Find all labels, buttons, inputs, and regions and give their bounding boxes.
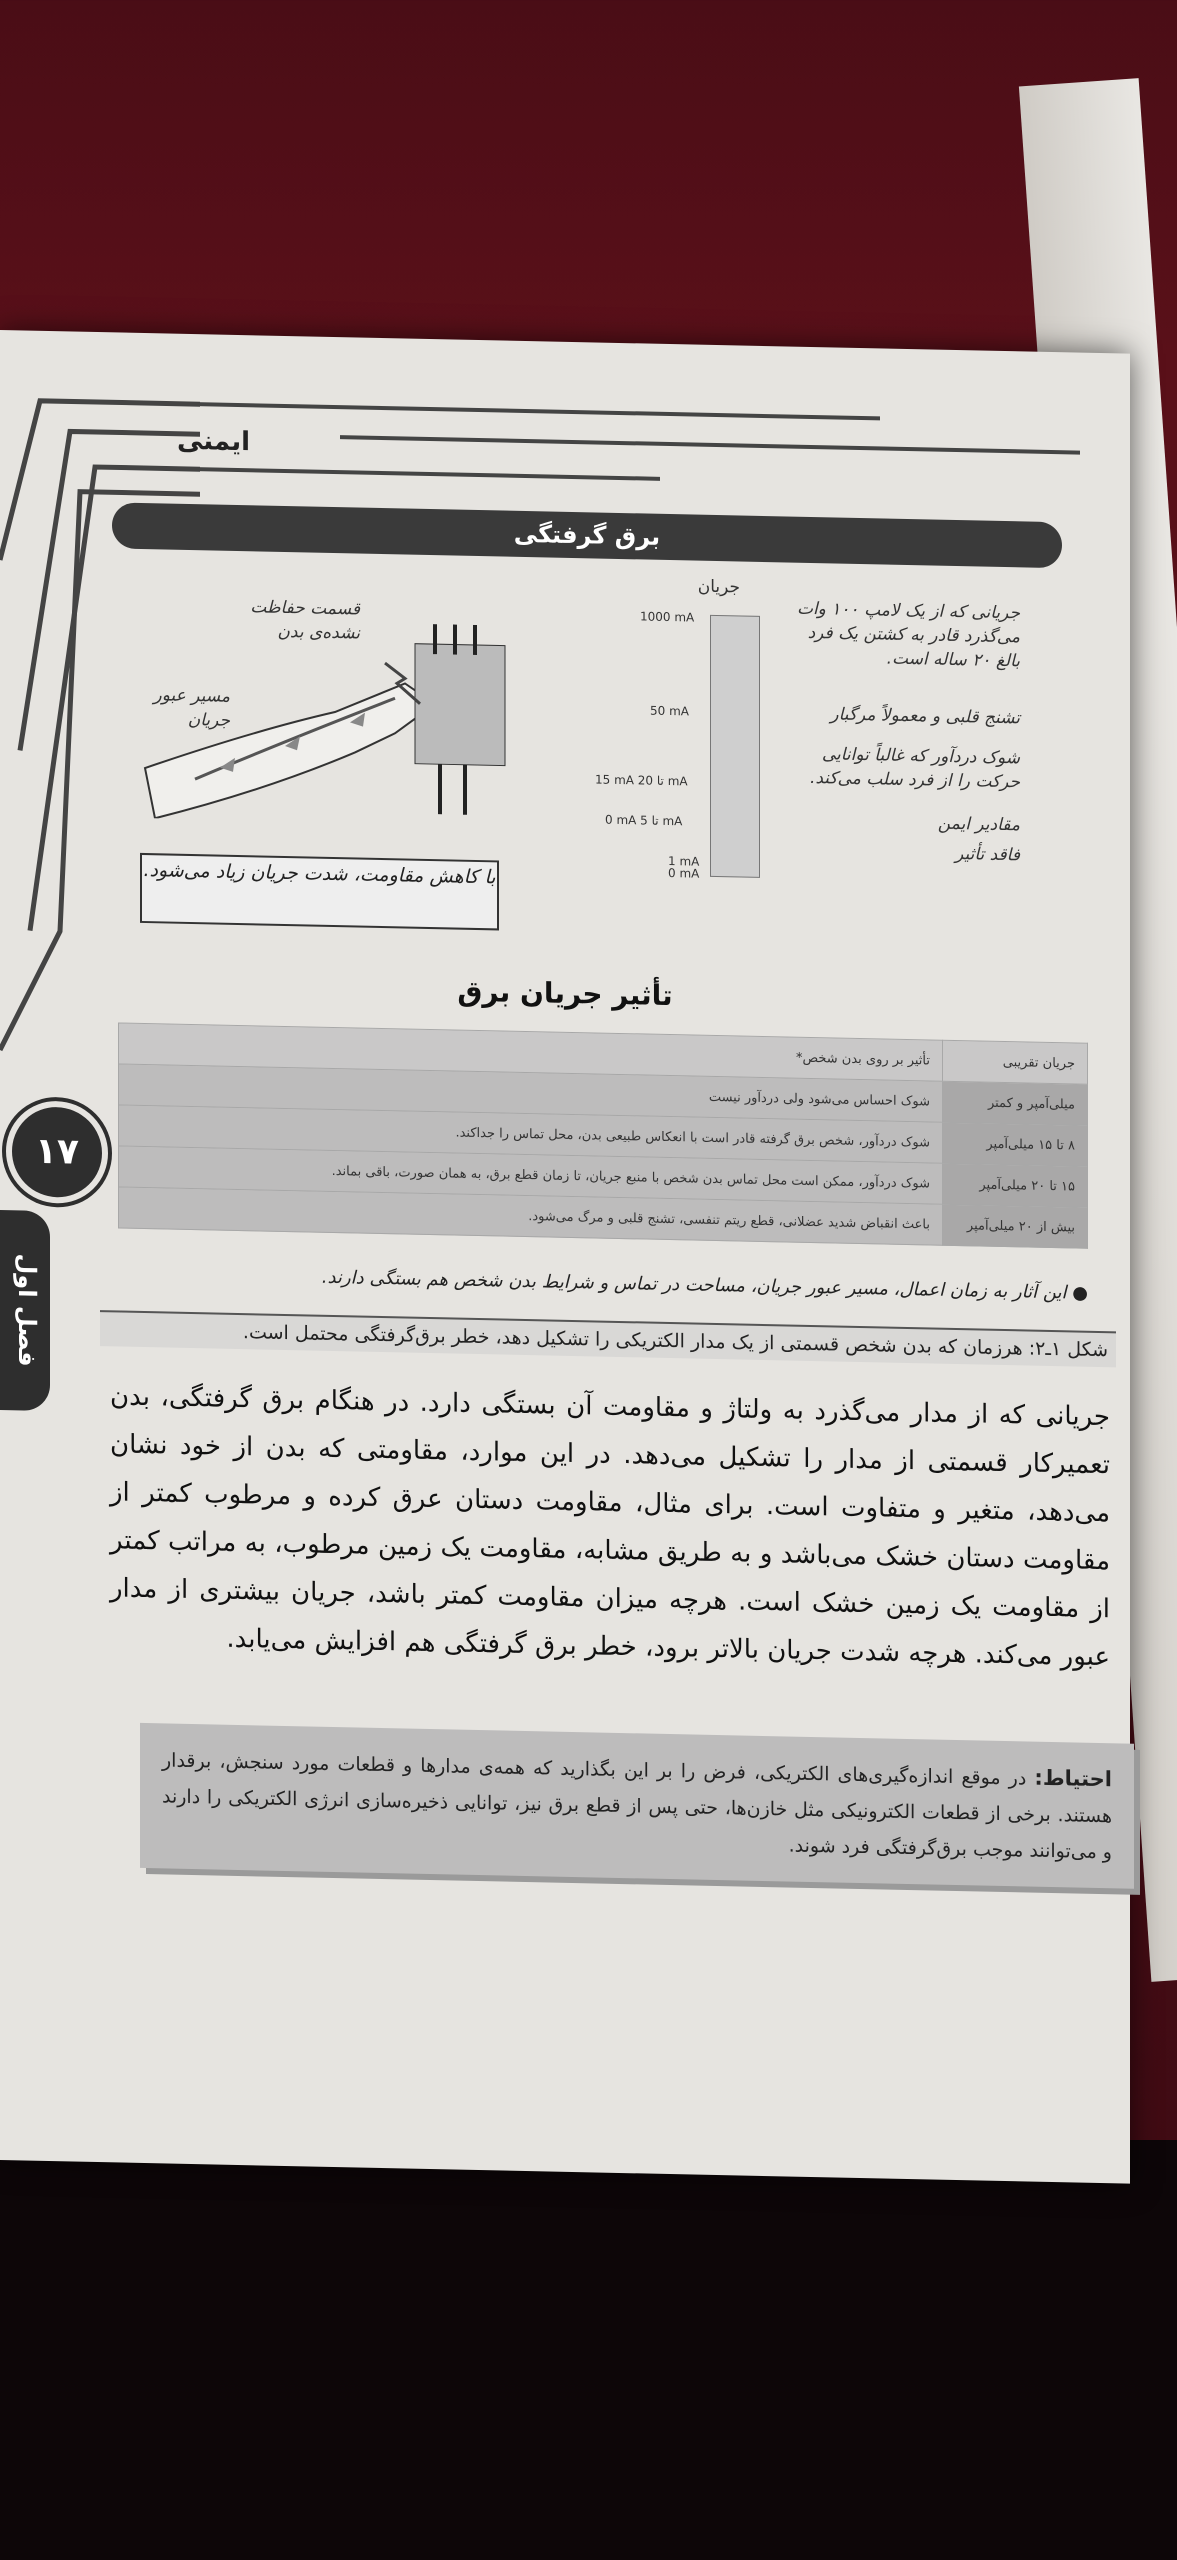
effect-painful: شوک دردآور که غالباً توانایی حرکت را از فرد سلب می‌کند. [809, 744, 1020, 793]
table-cell: شوک احساس می‌شود ولی دردآور نیست [119, 1064, 943, 1122]
effect-cardiac: تشنج قلبی و معمولاً مرگبار [830, 704, 1020, 729]
table-cell: ۱۵ تا ۲۰ میلی‌آمپر [943, 1163, 1088, 1207]
table-surface [0, 2140, 1177, 2560]
scale-label: 0 mA [668, 865, 700, 881]
chapter-tab: فصل اول [0, 1210, 50, 1411]
table-cell: بیش از ۲۰ میلی‌آمپر [943, 1204, 1088, 1248]
effect-lethal: جریانی که از یک لامپ ۱۰۰ وات می‌گذرد قادر به کشتن یک فرد بالغ ۲۰ ساله است. [796, 598, 1020, 672]
current-scale-bar [710, 615, 760, 878]
scale-label: 0 mA تا 5 mA [605, 812, 683, 829]
caution-label: احتیاط: [1034, 1765, 1112, 1792]
table-cell: میلی‌آمپر و کمتر [943, 1081, 1088, 1125]
section-title-bar: برق گرفتگی [112, 502, 1062, 568]
bullet-note: ● این آثار به زمان اعمال، مسیر عبور جریان، مساحت در تماس و شرایط بدن شخص هم بستگی دارند. [321, 1266, 1088, 1304]
caution-note [140, 1723, 1134, 1889]
figure-caption-box: با کاهش مقاومت، شدت جریان زیاد می‌شود. [140, 853, 499, 931]
scale-label: 50 mA [650, 703, 689, 719]
effect-safe: مقادیر ایمن [937, 813, 1020, 836]
table-cell: ۸ تا ۱۵ میلی‌آمپر [943, 1122, 1088, 1166]
caution-text: در موقع اندازه‌گیری‌های الکتریکی، فرض را بر این بگذارید که همه‌ی مدارها و قطعات مورد سنجش، برقدار هستند. برخی از قطعات الکترونیکی مثل خازن‌ها، حتی پس از قطع برق نیز، توانایی ذخیره‌سازی انرژی الکتریکی را دارند و می‌توانند موجب برق‌گرفتگی فرد شوند. [162, 1749, 1112, 1864]
effect-none: فاقد تأثیر [955, 844, 1020, 866]
table-cell: باعث انقباض شدید عضلانی، قطع ریتم تنفسی، تشنج قلبی و مرگ می‌شود. [119, 1187, 943, 1245]
table-cell: شوک دردآور، ممکن است محل تماس بدن شخص با منبع جریان، تا زمان قطع برق، به همان صورت، باقی بماند. [119, 1146, 943, 1204]
scale-label: 1 mA [668, 853, 700, 869]
table-cell: شوک دردآور، شخص برق گرفته قادر است با انعکاس طبیعی بدن، محل تماس را جداکند. [119, 1105, 943, 1163]
label-current-path: مسیر عبور جریان [153, 685, 230, 731]
figure-caption: شکل ۱ـ۲: هرزمان که بدن شخص قسمتی از یک مدار الکتریکی را تشکیل دهد، خطر برق‌گرفتگی محتمل است. [100, 1310, 1116, 1367]
scale-label: 1000 mA [640, 609, 695, 625]
scale-label: 15 mA تا 20 mA [595, 772, 688, 789]
label-unprotected-body: قسمت حفاظت نشده‌ی بدن [250, 597, 360, 644]
page-number-badge: ۱۷ [6, 1100, 108, 1204]
table-title: تأثیر جریان برق [457, 974, 673, 1013]
electric-shock-figure [120, 563, 1080, 963]
table-header-cell: جریان تقریبی [943, 1040, 1088, 1084]
current-effect-table [118, 1022, 1088, 1248]
book-page [0, 330, 1130, 2184]
scale-title: جریان [697, 576, 740, 598]
table-header-cell: تأثیر بر روی بدن شخص* [119, 1023, 943, 1081]
header-section-title: ایمنی [176, 425, 250, 458]
body-paragraph: جریانی که از مدار می‌گذرد به ولتاژ و مقاومت آن بستگی دارد. در هنگام برق گرفتگی، بدن تعمیرکار قسمتی از مدار را تشکیل می‌دهد. در این موارد، مقاومتی که بدن از خود نشان می‌دهد، متغیر و متفاوت است. برای مثال، مقاومت دستان عرق کرده و مرطوب کمتر از مقاومت دستان خشک می‌باشد و به طریق مشابه، مقاومت یک زمین مرطوب، به مراتب کمتر از مقاومت یک زمین خشک است. هرچه میزان مقاومت کمتر باشد، جریان بیشتری از مدار عبور می‌کند. هرچه شدت جریان بالاتر برود، خطر برق گرفتگی هم افزایش می‌یابد. [110, 1381, 1110, 1673]
